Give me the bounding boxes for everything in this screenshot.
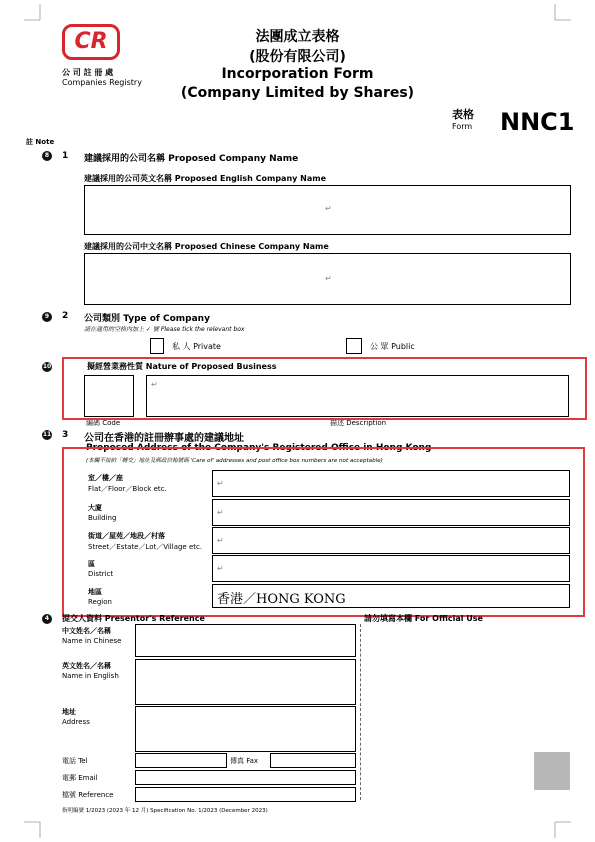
- note-badge-10: 10: [42, 363, 52, 370]
- cr-logo-text: CR: [74, 29, 108, 54]
- presenter-email-input[interactable]: [135, 770, 356, 785]
- section-1-title: 建議採用的公司名稱 Proposed Company Name: [84, 154, 299, 164]
- flat-label-en: Flat／Floor／Block etc.: [88, 485, 167, 493]
- name-zh-label-en: Name in Chinese: [62, 637, 122, 645]
- footer-specification: 指明編號 1/2023 (2023 年 12 月) Specification No. 1/2023 (December 2023): [62, 808, 268, 814]
- highlight-address: [62, 447, 585, 617]
- para-mark: ↵: [217, 479, 224, 488]
- name-zh-label: 中文姓名／名稱: [62, 627, 111, 635]
- para-mark: ↵: [325, 274, 332, 283]
- para-mark: ↵: [217, 564, 224, 573]
- presenter-address-input[interactable]: [135, 706, 356, 752]
- form-title-en-2: (Company Limited by Shares): [180, 85, 415, 101]
- section-3-title-zh: 公司在香港的註冊辦事處的建議地址: [84, 433, 244, 444]
- address-label-en: Address: [62, 718, 90, 726]
- email-label: 電郵 Email: [62, 774, 98, 782]
- district-label-zh: 區: [88, 560, 95, 568]
- form-label-en: Form: [452, 122, 473, 131]
- para-mark: ↵: [151, 380, 158, 389]
- section-2-title: 公司類別 Type of Company: [84, 314, 210, 324]
- para-mark: ↵: [325, 204, 332, 213]
- section-3-number: 3: [62, 430, 69, 440]
- tick-instruction: 請在適用的空格內加上 ✓ 號 Please tick the relevant box: [84, 326, 245, 333]
- note-badge-11: 11: [42, 431, 52, 438]
- official-use-stamp: [534, 752, 570, 790]
- note-badge-9: 9: [42, 312, 52, 322]
- presenter-tel-input[interactable]: [135, 753, 227, 768]
- english-name-input[interactable]: [84, 185, 571, 235]
- chinese-name-label: 建議採用的公司中文名稱 Proposed Chinese Company Name: [84, 242, 329, 251]
- form-title-en-1: Incorporation Form: [221, 66, 374, 82]
- region-label-en: Region: [88, 598, 112, 606]
- presenter-title: 提交人資料 Presentor's Reference: [62, 614, 205, 623]
- fax-label: 傳真 Fax: [230, 757, 259, 765]
- note-label: 註 Note: [26, 138, 55, 146]
- business-title: 擬經營業務性質 Nature of Proposed Business: [87, 362, 277, 371]
- note-badge-1: 8: [42, 151, 52, 161]
- registry-name-en: Companies Registry: [62, 78, 142, 87]
- official-use-divider: [360, 624, 361, 800]
- english-name-label: 建議採用的公司英文名稱 Proposed English Company Name: [84, 174, 327, 183]
- region-value: 香港／HONG KONG: [217, 592, 346, 607]
- private-label: 私 人 Private: [172, 342, 221, 351]
- private-checkbox[interactable]: [150, 338, 164, 354]
- region-label-zh: 地區: [88, 588, 102, 596]
- address-label: 地址: [62, 708, 76, 716]
- building-label-en: Building: [88, 514, 117, 522]
- presenter-reference-input[interactable]: [135, 787, 356, 802]
- name-en-label: 英文姓名／名稱: [62, 662, 111, 670]
- business-code-label: 編碼 Code: [86, 419, 121, 427]
- public-label: 公 眾 Public: [370, 342, 415, 351]
- registry-name-zh: 公 司 註 冊 處: [62, 68, 114, 77]
- section-3-note: (本欄不接納「轉交」地址及郵政信箱號碼 'Care of' addresses and post office box numbers are not acceptable): [86, 458, 383, 464]
- section-2-number: 2: [62, 311, 69, 321]
- official-use-title: 請勿填寫本欄 For Official Use: [364, 614, 483, 623]
- flat-label-zh: 室／樓／座: [88, 474, 123, 482]
- name-en-label-en: Name in English: [62, 672, 119, 680]
- form-code: NNC1: [500, 108, 575, 136]
- highlight-business: [62, 357, 587, 420]
- street-label-en: Street／Estate／Lot／Village etc.: [88, 543, 203, 551]
- presenter-fax-input[interactable]: [270, 753, 356, 768]
- business-description-label: 描述 Description: [330, 419, 387, 427]
- section-3-title-en: Proposed Address of the Company's Registered Office in Hong Kong: [86, 443, 432, 453]
- tel-label: 電話 Tel: [62, 757, 88, 765]
- note-badge-4: 4: [42, 614, 52, 624]
- form-label-zh: 表格: [452, 108, 474, 121]
- form-title-zh-1: 法團成立表格: [255, 29, 340, 45]
- section-1-number: 1: [62, 151, 69, 161]
- public-checkbox[interactable]: [346, 338, 362, 354]
- para-mark: ↵: [217, 508, 224, 517]
- district-label-en: District: [88, 570, 114, 578]
- building-label-zh: 大廈: [88, 504, 102, 512]
- chinese-name-input[interactable]: [84, 253, 571, 305]
- reference-label: 檔號 Reference: [62, 791, 114, 799]
- para-mark: ↵: [217, 536, 224, 545]
- presenter-name-en-input[interactable]: [135, 659, 356, 705]
- presenter-name-zh-input[interactable]: [135, 624, 356, 657]
- street-label-zh: 街道／屋苑／地段／村落: [88, 532, 165, 540]
- form-title-zh-2: (股份有限公司): [249, 49, 346, 65]
